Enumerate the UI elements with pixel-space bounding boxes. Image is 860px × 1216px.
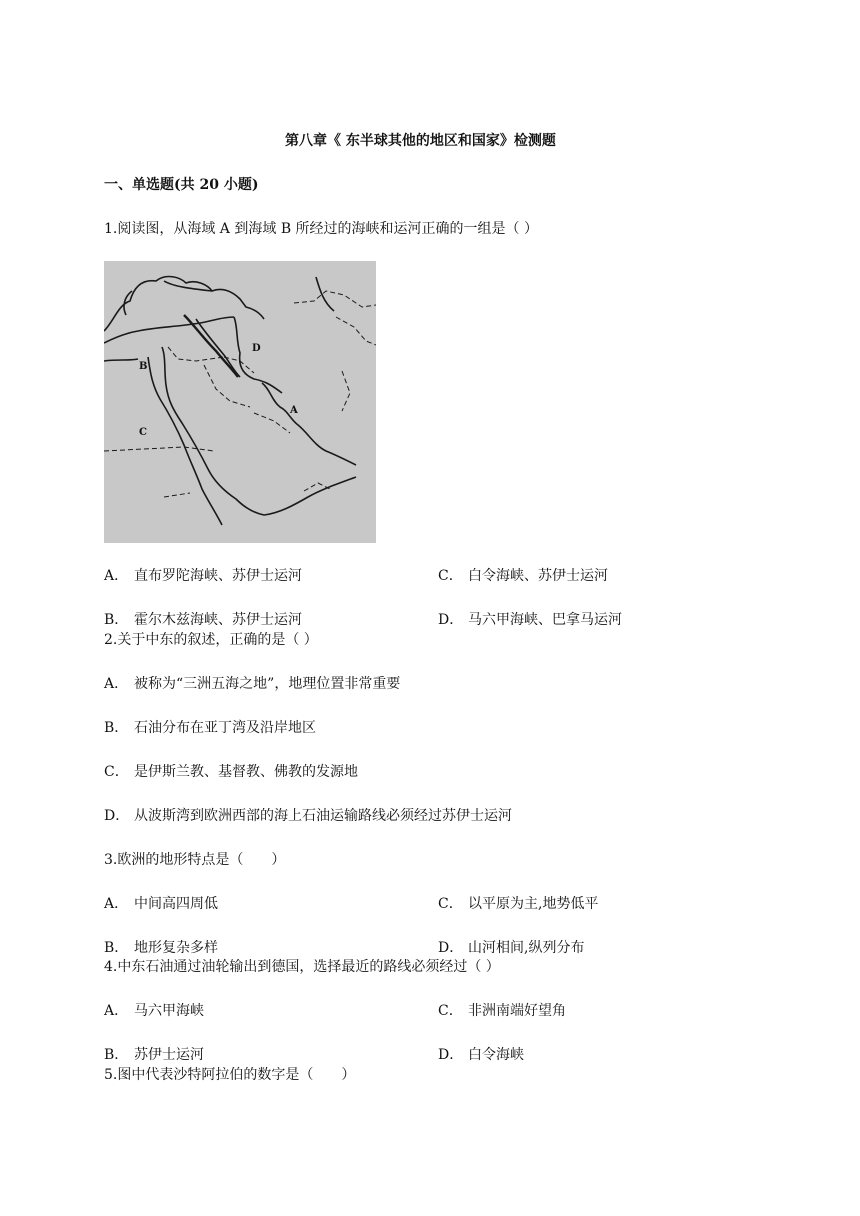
question-2-stem: 2.关于中东的叙述，正确的是（ ） xyxy=(104,632,318,648)
question-4-stem: 4.中东石油通过油轮输出到德国，选择最近的路线必须经过（ ） xyxy=(104,959,500,975)
q1-option-d[interactable]: D． 马六甲海峡、巴拿马运河 xyxy=(438,612,622,628)
q2-option-c[interactable]: C． 是伊斯兰教、基督教、佛教的发源地 xyxy=(104,764,358,780)
map-label-c: C xyxy=(139,427,147,438)
q1-option-a[interactable]: A． 直布罗陀海峡、苏伊士运河 xyxy=(104,568,302,584)
question-3-stem: 3.欧洲的地形特点是（ ） xyxy=(104,852,286,868)
map-label-a: A xyxy=(290,405,298,416)
page-title: 第八章《 东半球其他的地区和国家》检测题 xyxy=(285,133,556,149)
q2-option-d[interactable]: D． 从波斯湾到欧洲西部的海上石油运输路线必须经过苏伊士运河 xyxy=(104,808,512,824)
q3-option-a[interactable]: A． 中间高四周低 xyxy=(104,896,218,912)
q2-option-a[interactable]: A． 被称为“三洲五海之地”，地理位置非常重要 xyxy=(104,676,401,692)
map-label-d: D xyxy=(252,343,261,354)
q4-option-c[interactable]: C． 非洲南端好望角 xyxy=(438,1003,566,1019)
question-1-stem: 1.阅读图，从海域 A 到海域 B 所经过的海峡和运河正确的一组是（ ） xyxy=(104,221,539,237)
map-label-b: B xyxy=(139,361,148,372)
question-5-stem: 5.图中代表沙特阿拉伯的数字是（ ） xyxy=(104,1067,356,1083)
q2-option-b[interactable]: B． 石油分布在亚丁湾及沿岸地区 xyxy=(104,720,316,736)
q1-option-c[interactable]: C． 白令海峡、苏伊士运河 xyxy=(438,568,608,584)
q1-option-b[interactable]: B． 霍尔木兹海峡、苏伊士运河 xyxy=(104,612,302,628)
middle-east-map xyxy=(104,261,376,543)
q4-option-a[interactable]: A． 马六甲海峡 xyxy=(104,1003,204,1019)
q4-option-b[interactable]: B． 苏伊士运河 xyxy=(104,1047,204,1063)
q3-option-c[interactable]: C． 以平原为主,地势低平 xyxy=(438,896,599,912)
q3-option-d[interactable]: D． 山河相间,纵列分布 xyxy=(438,940,585,956)
q4-option-d[interactable]: D． 白令海峡 xyxy=(438,1047,524,1063)
section-heading: 一、单选题(共 20 小题) xyxy=(104,177,259,193)
q3-option-b[interactable]: B． 地形复杂多样 xyxy=(104,940,218,956)
